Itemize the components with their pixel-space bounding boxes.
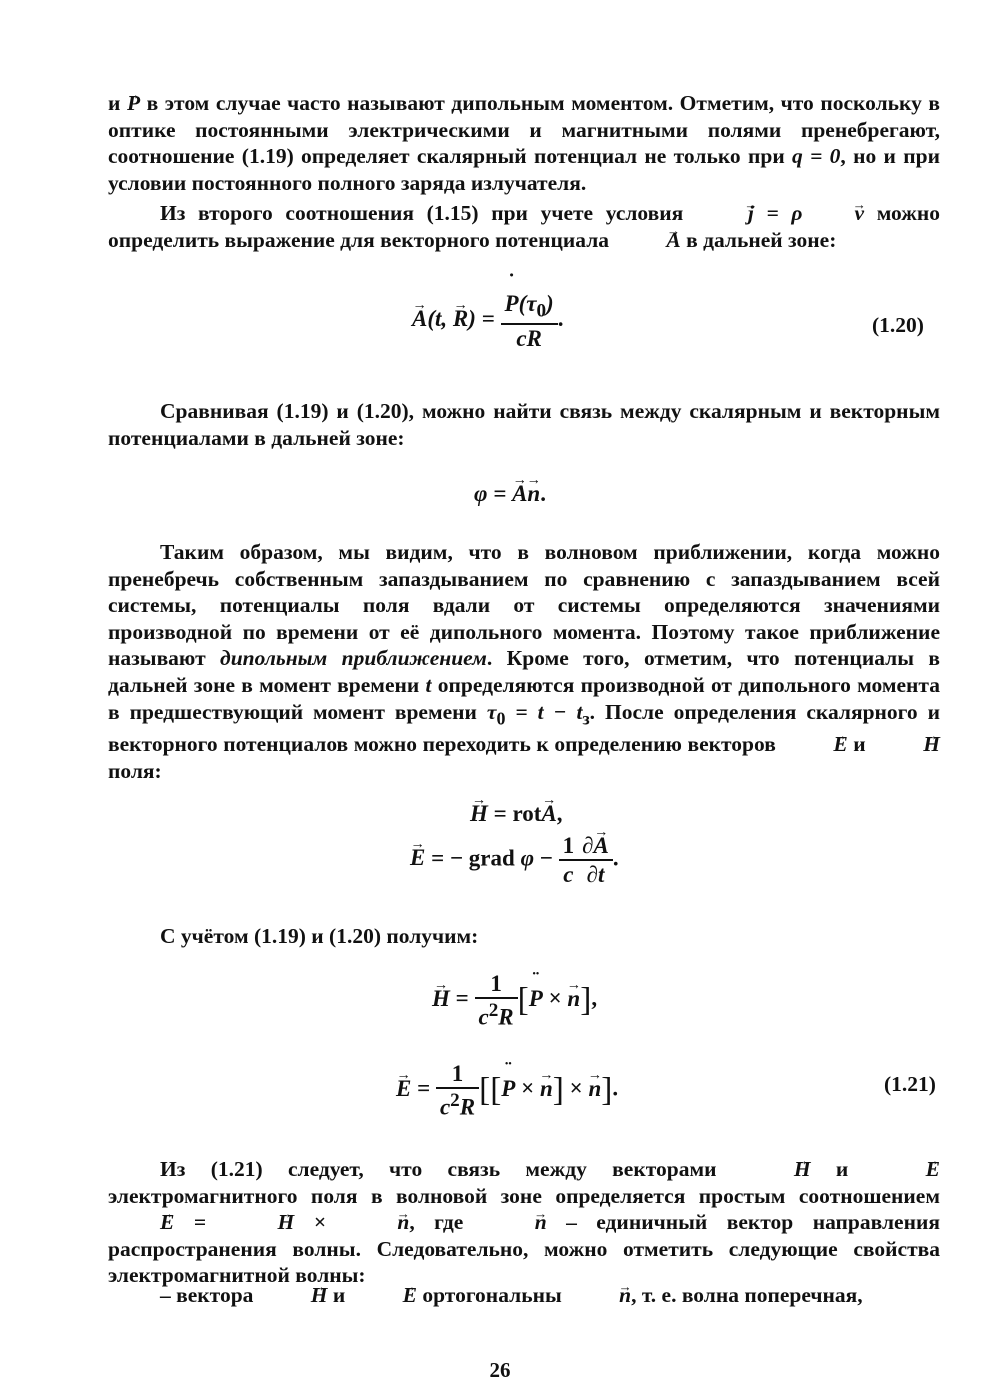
- equation-phi: [474, 482, 546, 505]
- vector-p-ddot: P ¨: [529, 987, 543, 1010]
- vector-j: → j: [696, 200, 754, 227]
- fraction: [436, 1062, 479, 1119]
- vector-h: → H: [871, 731, 940, 758]
- text: . Кроме того, отметим, что потенциалы в дальней зоне в момент времени: [108, 646, 941, 697]
- denominator: [578, 861, 613, 886]
- subscript: 0: [536, 300, 547, 322]
- equation-e-field: [396, 1062, 618, 1119]
- vector-n: → n: [527, 482, 540, 505]
- math-tau: τ: [486, 699, 497, 724]
- superscript: 2: [488, 1000, 499, 1021]
- equation-h-rot: [470, 802, 563, 825]
- math: .: [612, 845, 619, 871]
- text: и: [810, 1157, 874, 1181]
- text: , т. е. волна поперечная,: [631, 1283, 863, 1307]
- numerator: 1: [475, 972, 518, 999]
- numerator: 1: [562, 833, 575, 858]
- text: в этом случае часто называют дипольным моментом. Отметим, что поскольку в оптике постоянными электрическими и магнитными полями пренебрегают, соотношение (1.19) определяет скалярный потенциал не только при: [108, 91, 940, 169]
- math: =: [174, 1210, 226, 1235]
- text: , где: [409, 1210, 483, 1235]
- vector-e: → E: [874, 1156, 940, 1183]
- subscript: з: [582, 707, 590, 728]
- math-t: t: [425, 672, 432, 697]
- vector-n: → n: [567, 987, 580, 1010]
- denominator: [559, 859, 579, 886]
- paragraph-properties: [108, 1156, 940, 1289]
- vector-a: → A: [541, 802, 556, 825]
- text: в дальней зоне:: [680, 227, 837, 252]
- text: и: [108, 91, 121, 115]
- page-number: 26: [489, 1358, 511, 1382]
- text: – единичный вектор направления распространения волны. Следовательно, можно отметить следующие свойства электромагнитной волны:: [108, 1210, 940, 1288]
- text: поля:: [108, 759, 162, 784]
- math: ,: [591, 985, 598, 1011]
- paragraph-dipole-moment: [108, 90, 940, 196]
- math: ×: [294, 1210, 346, 1235]
- denominator: [436, 1089, 479, 1119]
- vector-p: → P: [127, 90, 140, 117]
- bracket: [[: [479, 1071, 502, 1109]
- text: , но и при условии постоянного полного заряда излучателя.: [108, 144, 940, 195]
- math: = t − t: [505, 699, 583, 724]
- text: Из второго соотношения (1.15) при учете условия: [160, 201, 696, 225]
- equation-h-field: [432, 972, 597, 1029]
- equation-number: (1.20): [872, 313, 924, 337]
- math-q-zero: q = 0: [792, 144, 841, 169]
- math: .: [612, 1075, 619, 1101]
- vector-e: → E: [410, 846, 425, 869]
- math: ∂t: [586, 862, 605, 887]
- math: c: [439, 1094, 451, 1120]
- vector-e: → E: [351, 1282, 417, 1309]
- fraction: [475, 972, 518, 1029]
- vector-r: → R: [453, 307, 468, 330]
- vector-a: → A: [594, 834, 609, 857]
- text: электромагнитного поля в волновой зоне определяется простым соотношением: [108, 1183, 940, 1208]
- math: ): [546, 291, 554, 316]
- math: ,: [556, 801, 563, 826]
- vector-h: → H: [225, 1209, 294, 1236]
- paragraph-with-account: С учётом (1.19) и (1.20) получим:: [160, 924, 479, 948]
- vector-h: → H: [470, 802, 488, 825]
- math: −: [534, 845, 559, 871]
- vector-v: → v: [803, 200, 865, 227]
- vector-e: → E: [781, 731, 847, 758]
- superscript: 2: [450, 1090, 460, 1111]
- vector-n: → n: [540, 1077, 553, 1100]
- vector-h: → H: [259, 1282, 328, 1309]
- vector-h: → H: [742, 1156, 811, 1183]
- bracket: [: [517, 981, 529, 1019]
- vector-a: → A: [412, 307, 427, 330]
- paragraph-dipole-approximation: [108, 539, 940, 785]
- numerator: 1: [436, 1062, 479, 1089]
- fraction: [578, 834, 613, 886]
- subscript: 0: [496, 707, 506, 728]
- math: = rot: [487, 801, 542, 826]
- math: φ =: [474, 481, 513, 506]
- emphasis: дипольным приближением: [220, 646, 487, 671]
- text: можно определить выражение для векторного потенциала: [108, 201, 941, 252]
- vector-e: → E: [396, 1077, 411, 1100]
- text: и: [327, 1283, 351, 1307]
- vector-a: → A: [614, 227, 680, 254]
- text: . После определения скалярного и векторного потенциалов можно переходить к определению векторов: [108, 699, 940, 757]
- math: ×: [563, 1075, 589, 1101]
- vector-a: → A: [512, 482, 527, 505]
- equation-number: (1.21): [884, 1072, 936, 1096]
- math: c: [563, 862, 574, 887]
- fraction: [559, 834, 579, 886]
- paragraph-transverse: [108, 1282, 940, 1309]
- paragraph-vector-potential: [108, 200, 940, 253]
- math-rho: = ρ: [753, 201, 803, 225]
- math: ) =: [468, 306, 501, 332]
- text: – вектора: [160, 1283, 259, 1307]
- bracket: ]: [601, 1071, 613, 1109]
- math: cR: [516, 325, 542, 351]
- math: c: [478, 1004, 489, 1030]
- math: =: [449, 985, 475, 1011]
- vector-n: → n: [483, 1209, 547, 1236]
- math-phi: φ: [520, 845, 535, 871]
- math: ∂: [582, 833, 594, 858]
- text: и: [847, 732, 872, 757]
- vector-n: → n: [567, 1282, 631, 1309]
- denominator: [475, 999, 518, 1029]
- math: =: [411, 1075, 436, 1101]
- math: ×: [515, 1075, 540, 1101]
- math: ×: [542, 985, 568, 1011]
- math: (τ: [518, 291, 537, 316]
- equation-e-grad: [410, 834, 619, 886]
- numerator: [501, 292, 558, 325]
- equation-1-20: [412, 292, 563, 350]
- denominator: [501, 325, 558, 350]
- math: R: [459, 1094, 476, 1120]
- vector-h: → H: [432, 987, 450, 1010]
- math: .: [557, 306, 564, 332]
- math: (t,: [427, 306, 453, 332]
- vector-n: → n: [588, 1077, 601, 1100]
- text: Из (1.21) следует, что связь между векторами: [160, 1157, 742, 1181]
- vector-e: → E: [108, 1209, 174, 1236]
- math: = − grad: [425, 845, 521, 871]
- math: R: [498, 1004, 514, 1030]
- bracket: ]: [580, 981, 592, 1019]
- text: определяются производной от дипольного момента в предшествующий момент времени: [108, 672, 940, 724]
- math: .: [540, 481, 546, 506]
- text: ортогональны: [417, 1283, 568, 1307]
- vector-p-dot: P ˙: [505, 292, 519, 315]
- fraction: [501, 292, 558, 350]
- vector-p-ddot: P ¨: [501, 1077, 515, 1100]
- numerator: [578, 834, 613, 861]
- bracket: ]: [552, 1071, 564, 1109]
- paragraph-comparison: Сравнивая (1.19) и (1.20), можно найти связь между скалярным и векторным потенциалами в дальней зоне:: [108, 399, 940, 450]
- text: Таким образом, мы видим, что в волновом приближении, когда можно пренебречь собственным запаздыванием по сравнению с запаздыванием всей системы, потенциалы поля вдали от системы определяются значениями производной по времени от её дипольного момента. Поэтому такое приближение называют: [108, 540, 940, 671]
- vector-n: → n: [345, 1209, 409, 1236]
